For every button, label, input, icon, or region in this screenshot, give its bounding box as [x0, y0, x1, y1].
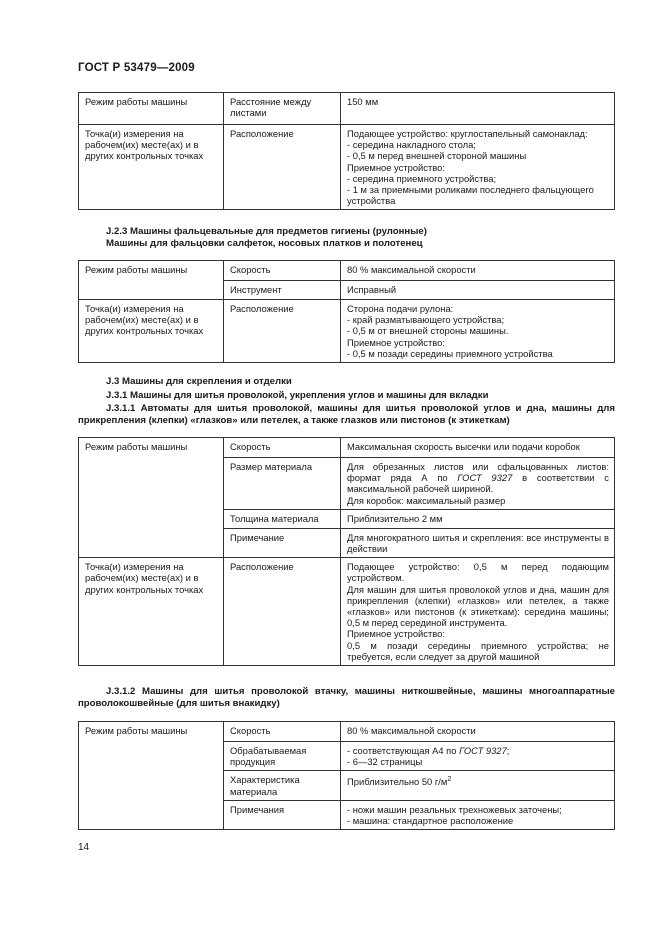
table-cell: Примечания [224, 800, 341, 829]
section-heading-j3: J.3 Машины для скрепления и отделки [106, 376, 292, 387]
heading-line: J.2.3 Машины фальцевальные для предметов гигиены (рулонные) [106, 226, 427, 237]
table-cell: Характеристика материала [224, 771, 341, 800]
table-cell: Расположение [224, 125, 341, 210]
section-heading-j312 [78, 686, 615, 710]
cell-line: - середина накладного стола; [347, 139, 476, 151]
cell-line: Приемное устройство: [347, 628, 445, 640]
cell-line: - 1 м за приемными роликами последнего фальцующего устройства [347, 184, 594, 207]
table-cell: Для многократного шитья и скрепления: все инструменты в действии [341, 528, 615, 557]
table-row [79, 125, 615, 210]
table-cell: Режим работы машины [79, 261, 224, 300]
cell-line: Подающее устройство: круглостапельный самонаклад: [347, 128, 588, 139]
cell-line: Приемное устройство: [347, 161, 445, 173]
cell-line: - 6—32 страницы [347, 756, 423, 768]
cell-line: - 0,5 м позади середины приемного устройства [347, 347, 553, 359]
cell-line: Приемное устройство: [347, 336, 445, 348]
table-cell: Инструмент [224, 281, 341, 300]
cell-line: - середина приемного устройства; [347, 172, 497, 184]
standard-reference: ГОСТ 9327 [459, 745, 507, 756]
table-cell [341, 742, 615, 771]
table-cell: Расположение [224, 558, 341, 666]
cell-line: - 0,5 м от внешней стороны машины. [347, 325, 509, 337]
cell-line: 0,5 м позади середины приемного устройства; не требуется, если следует за другой машиной [347, 639, 609, 662]
page-number: 14 [78, 842, 90, 853]
table-measurement-conditions-1 [78, 92, 615, 210]
section-heading-j23 [78, 226, 643, 250]
table-cell: 80 % максимальной скорости [341, 722, 615, 742]
cell-text: Приблизительно 50 г/м [347, 776, 448, 788]
table-measurement-conditions-2 [78, 260, 615, 363]
table-cell: Режим работы машины [79, 722, 224, 830]
table-cell: Режим работы машины [79, 438, 224, 558]
table-cell: Размер материала [224, 458, 341, 510]
cell-line: - край разматывающего устройства; [347, 314, 505, 326]
section-heading-j31: J.3.1 Машины для шитья проволокой, укрепления углов и машины для вкладки [106, 390, 489, 401]
heading-line: Машины для фальцовки салфеток, носовых платков и полотенец [106, 238, 423, 249]
table-cell: Точка(и) измерения на рабочем(их) месте(ах) и в других контрольных точках [79, 300, 224, 363]
table-cell: Приблизительно 2 мм [341, 509, 615, 528]
heading-text: J.3.1.1 Автоматы для шитья проволокой, машины для шитья проволокой углов и дна, машины для прикрепления (клепки) «глазков» или петелек, а также глазков или пистонов (к этикеткам) [78, 403, 615, 426]
cell-line: Подающее устройство: 0,5 м перед подающим устройством. [347, 561, 609, 584]
cell-line: - ножи машин резальных трехножевых заточены; [347, 803, 562, 815]
table-cell: Точка(и) измерения на рабочем(их) месте(ах) и в других контрольных точках [79, 558, 224, 666]
table-cell: Расстояние между листами [224, 93, 341, 125]
table-row [79, 261, 615, 281]
document-header: ГОСТ Р 53479—2009 [78, 62, 195, 74]
table-cell: Исправный [341, 281, 615, 300]
cell-text: Для обрезанных листов или сфальцованных листов: формат ряда А по [347, 461, 609, 484]
cell-line: Сторона подачи рулона: [347, 303, 454, 314]
cell-line: - машина: стандартное расположение [347, 815, 514, 827]
table-row [79, 722, 615, 742]
table-measurement-conditions-3 [78, 437, 615, 666]
heading-text: J.3.1.2 Машины для шитья проволокой втачку, машины ниткошвейные, машины многоаппаратные проволокошвейные (для шитья внакидку) [78, 686, 615, 709]
table-cell: Обрабатываемая продукция [224, 742, 341, 771]
cell-line: - 0,5 м перед внешней стороной машины [347, 150, 527, 162]
cell-text: ; [506, 745, 510, 756]
table-cell [341, 458, 615, 510]
table-cell [341, 558, 615, 666]
table-cell: Толщина материала [224, 509, 341, 528]
table-cell: Скорость [224, 261, 341, 281]
table-cell: Скорость [224, 438, 341, 458]
standard-reference: ГОСТ 9327 [457, 472, 513, 484]
table-row [79, 93, 615, 125]
cell-line: Для машин для шитья проволокой углов и дна, машин для прикрепления (клепки) «глазков» или петелек, а также «глазков» или пистонов (к этикеткам): середина машины; 0,5 м перед серединой инструмента. [347, 583, 609, 629]
table-cell: Примечание [224, 528, 341, 557]
table-cell: 150 мм [341, 93, 615, 125]
table-cell [341, 125, 615, 210]
table-row [79, 300, 615, 363]
cell-text: - соответствующая А4 по [347, 745, 460, 756]
table-cell [341, 300, 615, 363]
table-cell: Максимальная скорость высечки или подачи коробок [341, 438, 615, 458]
table-cell: Точка(и) измерения на рабочем(их) месте(ах) и в других контрольных точках [79, 125, 224, 210]
table-cell: Скорость [224, 722, 341, 742]
cell-line: Для коробок: максимальный размер [347, 494, 506, 506]
table-cell: Режим работы машины [79, 93, 224, 125]
table-measurement-conditions-4 [78, 721, 615, 830]
table-row [79, 558, 615, 666]
section-heading-j311 [78, 403, 615, 427]
table-cell [341, 800, 615, 829]
cell-text: в соответствии с максимальной рабочей шириной. [347, 472, 609, 495]
table-cell: Расположение [224, 300, 341, 363]
table-cell [341, 771, 615, 800]
superscript: 2 [447, 776, 452, 784]
table-cell: 80 % максимальной скорости [341, 261, 615, 281]
table-row [79, 438, 615, 458]
